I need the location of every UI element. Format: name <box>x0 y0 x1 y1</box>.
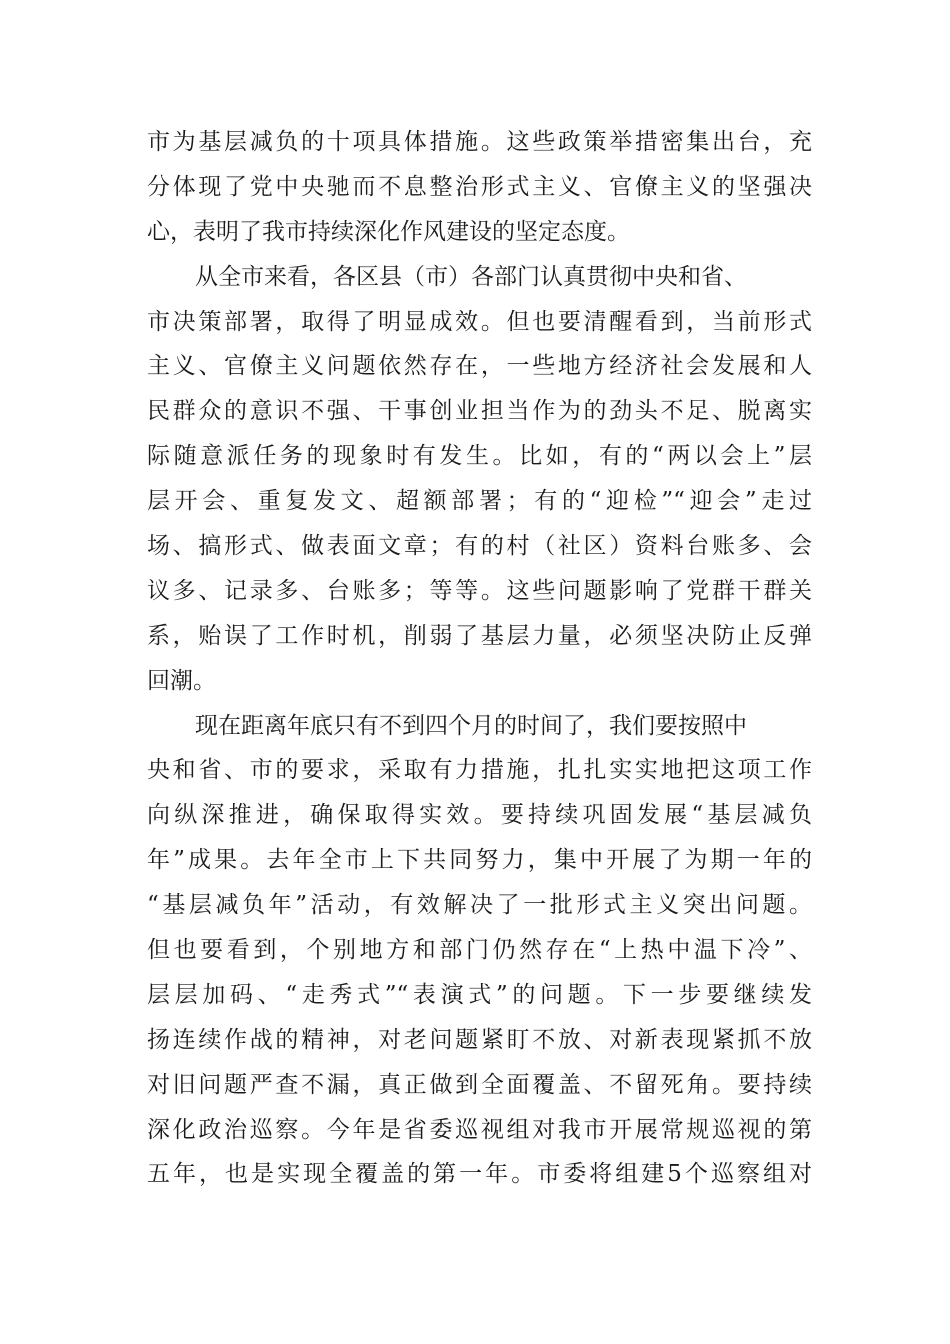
text-line: 场、搞形式、做表面文章；有的村（社区）资料台账多、会 <box>147 533 812 560</box>
text-line: 深化政治巡察。今年是省委巡视组对我市开展常规巡视的第 <box>147 1116 812 1143</box>
text-line: 层层加码、“走秀式”“表演式”的问题。下一步要继续发 <box>147 981 812 1008</box>
text-line: 主义、官僚主义问题依然存在，一些地方经济社会发展和人 <box>147 353 812 380</box>
text-line: 市为基层减负的十项具体措施。这些政策举措密集出台，充 <box>147 129 812 155</box>
text-line: 分体现了党中央驰而不息整治形式主义、官僚主义的坚强决 <box>147 173 812 200</box>
text-line: “基层减负年”活动，有效解决了一批形式主义突出问题。 <box>147 892 812 919</box>
text-line: 回潮。 <box>147 667 216 694</box>
text-line: 从全市来看，各区县（市）各部门认真贯彻中央和省、 <box>195 263 747 290</box>
text-line: 议多、记录多、台账多；等等。这些问题影响了党群干群关 <box>147 577 812 604</box>
text-line: 系，贻误了工作时机，削弱了基层力量，必须坚决防止反弹 <box>147 622 812 649</box>
text-line: 民群众的意识不强、干事创业担当作为的劲头不足、脱离实 <box>147 398 812 425</box>
text-line: 市决策部署，取得了明显成效。但也要清醒看到，当前形式 <box>147 308 812 335</box>
text-line: 现在距离年底只有不到四个月的时间了，我们要按照中 <box>195 712 747 739</box>
text-line: 向纵深推进，确保取得实效。要持续巩固发展“基层减负 <box>147 802 812 829</box>
text-line: 际随意派任务的现象时有发生。比如，有的“两以会上”层 <box>147 443 812 470</box>
text-line: 扬连续作战的精神，对老问题紧盯不放、对新表现紧抓不放 <box>147 1026 812 1053</box>
body-text <box>147 120 812 1197</box>
text-line: 层开会、重复发文、超额部署；有的“迎检”“迎会”走过 <box>147 488 812 515</box>
text-line: 央和省、市的要求，采取有力措施，扎扎实实地把这项工作 <box>147 757 812 784</box>
text-line: 年”成果。去年全市上下共同努力，集中开展了为期一年的 <box>147 847 812 874</box>
text-line: 五年，也是实现全覆盖的第一年。市委将组建5个巡察组对 <box>147 1161 812 1188</box>
text-line: 心，表明了我市持续深化作风建设的坚定态度。 <box>147 218 630 245</box>
text-line: 但也要看到，个别地方和部门仍然存在“上热中温下冷”、 <box>147 937 812 964</box>
text-line: 对旧问题严查不漏，真正做到全面覆盖、不留死角。要持续 <box>147 1071 812 1098</box>
